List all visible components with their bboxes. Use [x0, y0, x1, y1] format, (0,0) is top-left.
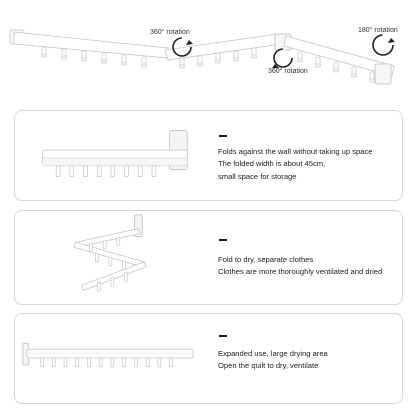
zigzag-rack-image — [15, 211, 201, 304]
rack-segment-1 — [14, 32, 168, 58]
feature-line: Expanded use, large drying area — [218, 349, 328, 358]
feature-text — [218, 348, 403, 373]
feature-dash — [219, 335, 227, 337]
feature-text — [218, 254, 403, 279]
feature-dash — [219, 135, 227, 137]
expanded-rack-image — [15, 314, 201, 403]
feature-card-folded — [14, 110, 403, 201]
feature-line: Clothes are more thoroughly ventilated and dried — [218, 267, 383, 277]
rotation-label: 180° rotation — [358, 27, 398, 34]
feature-line: small space for storage — [218, 171, 297, 181]
wall-mount-right — [375, 64, 391, 84]
rotation-label: 360° rotation — [268, 68, 308, 75]
rotation-arrow-icon — [373, 35, 395, 55]
folded-rack-image — [15, 111, 201, 200]
feature-card-expanded — [14, 313, 403, 404]
feature-line: Fold to dry, separate clothes — [218, 255, 314, 264]
feature-card-zigzag — [14, 210, 403, 305]
feature-line: Open the quilt to dry, ventilate — [218, 361, 319, 371]
hero-rack-illustration — [0, 0, 416, 102]
feature-text — [218, 146, 403, 183]
rotation-arrow-icon — [272, 49, 292, 68]
feature-dash — [219, 239, 227, 241]
hero-rack-image — [0, 0, 416, 102]
rotation-label: 360° rotation — [150, 29, 190, 36]
feature-line: The folded width is about 45cm, — [218, 159, 326, 169]
feature-line: Folds against the wall without taking up space — [218, 147, 373, 156]
